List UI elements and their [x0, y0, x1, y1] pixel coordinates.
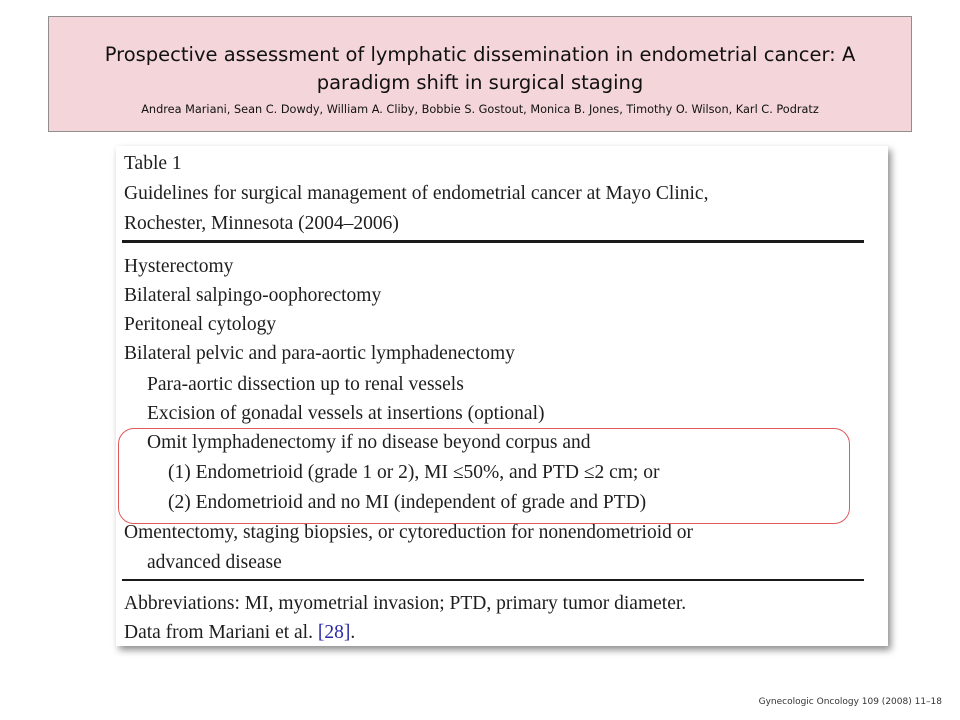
table-row-omit: Omit lymphadenectomy if no disease beyond corpus and — [147, 432, 591, 453]
table-footnote-source — [124, 621, 355, 645]
table-row-criterion-2: (2) Endometrioid and no MI (independent of grade and PTD) — [168, 492, 647, 513]
slide-title: Prospective assessment of lymphatic dissemination in endometrial cancer: A paradigm shift in surgical staging — [104, 43, 856, 94]
reference-link[interactable]: [28] — [317, 622, 351, 643]
slide-authors: Andrea Mariani, Sean C. Dowdy, William A. Cliby, Bobbie S. Gostout, Monica B. Jones, Timothy O. Wilson, Karl C. Podratz — [141, 103, 819, 116]
table-footnote-abbreviations: Abbreviations: MI, myometrial invasion; PTD, primary tumor diameter. — [124, 593, 687, 614]
footnote-source-text: Data from Mariani et al. — [124, 622, 318, 643]
table-row-criterion-1: (1) Endometrioid (grade 1 or 2), MI ≤50%, and PTD ≤2 cm; or — [168, 462, 660, 483]
table-row-cytology: Peritoneal cytology — [124, 314, 277, 335]
table-top-rule — [122, 240, 864, 243]
table-row-bso: Bilateral salpingo-oophorectomy — [124, 285, 382, 306]
table-caption-line-2: Rochester, Minnesota (2004–2006) — [124, 213, 399, 234]
table-row-advanced-disease: advanced disease — [147, 552, 282, 573]
table-row-hysterectomy: Hysterectomy — [124, 256, 234, 277]
table-figure — [116, 146, 888, 646]
footnote-period: . — [350, 622, 356, 643]
table-row-gonadal: Excision of gonadal vessels at insertions (optional) — [147, 403, 545, 424]
journal-citation: Gynecologic Oncology 109 (2008) 11–18 — [758, 697, 942, 707]
table-row-para-aortic: Para-aortic dissection up to renal vessels — [147, 374, 464, 395]
table-bottom-rule — [122, 579, 864, 581]
table-row-omentectomy: Omentectomy, staging biopsies, or cytoreduction for nonendometrioid or — [124, 522, 693, 543]
slide-title-box — [48, 16, 912, 132]
highlight-outline — [118, 428, 850, 524]
table-caption-line-1: Guidelines for surgical management of endometrial cancer at Mayo Clinic, — [124, 183, 709, 204]
table-row-lymphadenectomy: Bilateral pelvic and para-aortic lymphadenectomy — [124, 343, 515, 364]
table-label: Table 1 — [124, 153, 182, 174]
